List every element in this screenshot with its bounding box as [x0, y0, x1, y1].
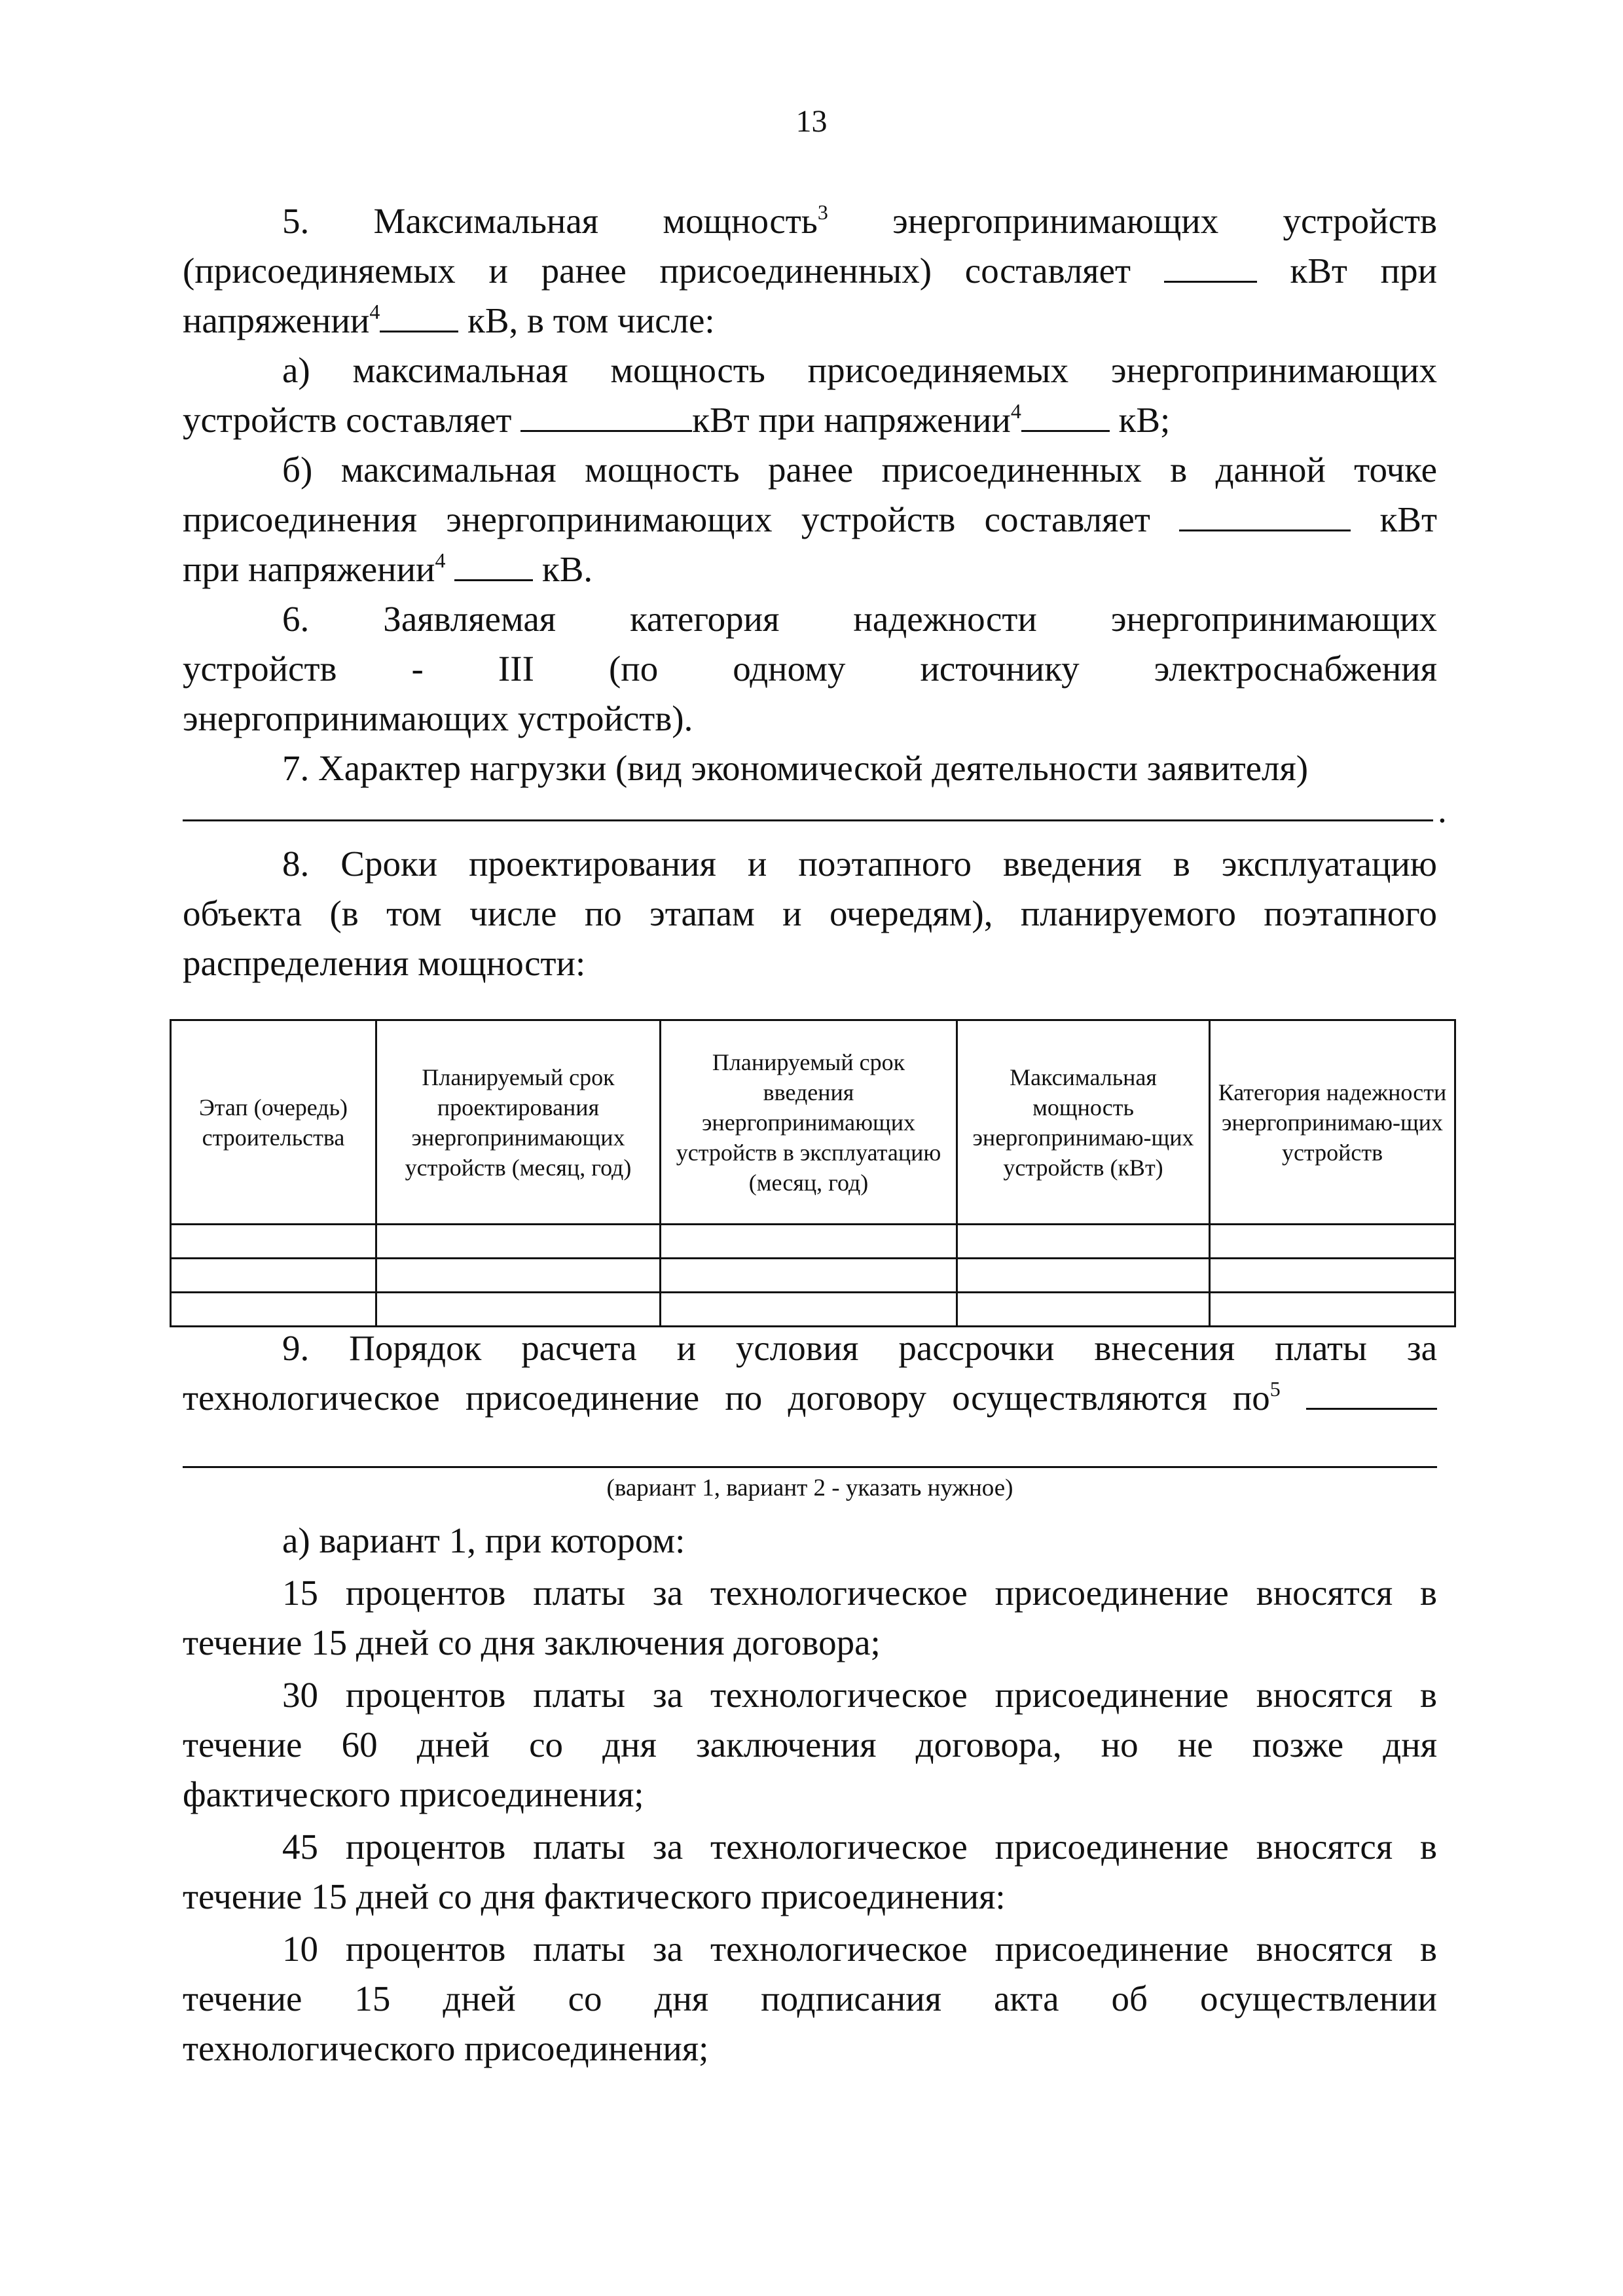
- p6-line1: 6. Заявляемая категория надежности энергопринимающих: [282, 599, 1437, 639]
- table-row: [171, 1293, 1455, 1327]
- p9-line1: 9. Порядок расчета и условия рассрочки внесения платы за: [282, 1328, 1437, 1368]
- voltage-a-blank: [1021, 396, 1110, 432]
- header-stage: Этап (очередь) строительства: [171, 1020, 376, 1225]
- p5-line1: 5. Максимальная мощность$^3$ энергопринимающих устройств: [282, 200, 1438, 241]
- header-commission-term: Планируемый срок введения энергопринимающих устройств в эксплуатацию (месяц, год): [661, 1020, 957, 1225]
- p8-line1: 8. Сроки проектирования и поэтапного введения в эксплуатацию: [282, 844, 1437, 884]
- header-reliability-category: Категория надежности энергопринимаю-щих устройств: [1210, 1020, 1455, 1225]
- power-a-blank: [520, 396, 692, 432]
- p9-line2: технологическое присоединение по договору осуществляются $по^5$: [183, 1373, 1437, 1423]
- table-cell: [661, 1293, 957, 1327]
- p5a-line1: а) максимальная мощность присоединяемых энергопринимающих: [282, 350, 1437, 390]
- power-b-blank: [1179, 495, 1351, 531]
- p5a-line2: устройств составляет кВт при напряжении$^4$ кВ;: [183, 395, 1437, 445]
- p6-line3: энергопринимающих устройств).: [183, 698, 693, 738]
- voltage-blank: [380, 296, 458, 332]
- table-cell: [661, 1259, 957, 1293]
- item3-line2: течение 15 дней со дня фактического присоединения:: [183, 1876, 1006, 1916]
- p8-block: [183, 839, 1437, 988]
- item2-line2: течение 60 дней со дня заключения договора, но не позже дня: [183, 1725, 1437, 1765]
- table-cell: [957, 1293, 1210, 1327]
- table-cell: [376, 1259, 661, 1293]
- line-end-dot: .: [1438, 790, 1447, 830]
- p9-block: [183, 1323, 1437, 1423]
- payment-order-line: [183, 1466, 1437, 1468]
- load-character-line: [183, 819, 1433, 821]
- p5b-line1: б) максимальная мощность ранее присоединенных в данной точке: [282, 450, 1437, 490]
- p5-line2: (присоединяемых и ранее присоединенных) составляет кВт при: [183, 246, 1437, 296]
- variant-block: [183, 1516, 1437, 2073]
- table-cell: [957, 1259, 1210, 1293]
- p9a-line1: а) вариант 1, при котором:: [282, 1520, 685, 1560]
- p6-line2: устройств - III (по одному источнику электроснабжения: [183, 649, 1437, 689]
- p5b-line3: при напряжении$^4$ кВ.: [183, 545, 1437, 594]
- header-design-term: Планируемый срок проектирования энергопринимающих устройств (месяц, год): [376, 1020, 661, 1225]
- power-blank: [1164, 247, 1257, 283]
- table-cell: [171, 1259, 376, 1293]
- p5b-line2: присоединения энергопринимающих устройств составляет кВт: [183, 495, 1437, 545]
- item1-line1: 15 процентов платы за технологическое присоединение вносятся в: [282, 1573, 1437, 1613]
- item4-line1: 10 процентов платы за технологическое присоединение вносятся в: [282, 1929, 1437, 1969]
- document-body-top: [183, 196, 1437, 793]
- voltage-b-blank: [454, 545, 533, 581]
- table-cell: [376, 1225, 661, 1259]
- table-cell: [1210, 1259, 1455, 1293]
- page-number: 13: [795, 104, 828, 139]
- table-cell: [171, 1293, 376, 1327]
- item1-line2: течение 15 дней со дня заключения договора;: [183, 1623, 881, 1662]
- p7-line1: 7. Характер нагрузки (вид экономической деятельности заявителя): [282, 748, 1309, 788]
- table-cell: [1210, 1293, 1455, 1327]
- table-row: [171, 1259, 1455, 1293]
- payment-order-blank: [1306, 1374, 1437, 1410]
- table-cell: [376, 1293, 661, 1327]
- item2-line1: 30 процентов платы за технологическое присоединение вносятся в: [282, 1675, 1437, 1715]
- table-cell: [1210, 1225, 1455, 1259]
- p5-line3: напряжении$^4$ кВ, в том числе:: [183, 296, 1437, 346]
- table-cell: [661, 1225, 957, 1259]
- variant-note: (вариант 1, вариант 2 - указать нужное): [606, 1475, 1013, 1501]
- table-cell: [171, 1225, 376, 1259]
- item3-line1: 45 процентов платы за технологическое присоединение вносятся в: [282, 1827, 1437, 1867]
- p8-line3: распределения мощности:: [183, 943, 586, 983]
- item2-line3: фактического присоединения;: [183, 1774, 644, 1814]
- p8-line2: объекта (в том числе по этапам и очередям), планируемого поэтапного: [183, 893, 1437, 933]
- table-header-row: [171, 1020, 1455, 1225]
- schedule-table: [170, 1019, 1456, 1327]
- item4-line3: технологического присоединения;: [183, 2028, 709, 2068]
- table-row: [171, 1225, 1455, 1259]
- header-max-power: Максимальная мощность энергопринимаю-щих устройств (кВт): [957, 1020, 1210, 1225]
- item4-line2: течение 15 дней со дня подписания акта об осуществлении: [183, 1979, 1437, 2018]
- table-cell: [957, 1225, 1210, 1259]
